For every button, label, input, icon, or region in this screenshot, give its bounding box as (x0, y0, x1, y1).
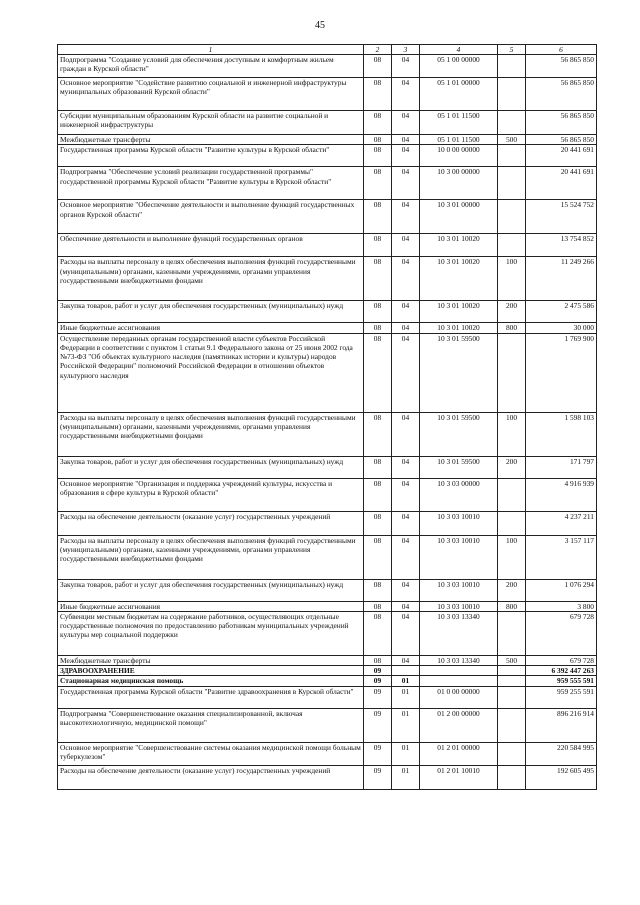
row-target-article-cell: 10 3 03 10010 (420, 511, 498, 535)
table-row (58, 257, 597, 301)
row-target-article-cell: 10 3 01 10020 (420, 257, 498, 301)
row-expense-type-cell: 200 (498, 301, 526, 323)
row-amount-cell: 56 865 850 (526, 135, 597, 145)
row-name-cell: Основное мероприятие "Содействие развитию социальной и инженерной инфраструктуры муниципальных образований Курской области" (58, 78, 364, 111)
row-subsection-cell: 04 (392, 145, 420, 167)
table-row (58, 412, 597, 456)
row-expense-type-cell (498, 145, 526, 167)
table-row (58, 200, 597, 234)
header-col-1: 1 (58, 45, 364, 55)
row-subsection-cell: 04 (392, 511, 420, 535)
table-row (58, 111, 597, 135)
table-row (58, 234, 597, 257)
row-expense-type-cell: 200 (498, 456, 526, 478)
table-header (58, 45, 597, 55)
row-name-cell: Расходы на выплаты персоналу в целях обеспечения выполнения функций государственными (муниципальными) органами, казенными учреждениями, органами управления государственными внебюджетными фондами (58, 412, 364, 456)
row-expense-type-cell: 500 (498, 135, 526, 145)
row-subsection-cell: 04 (392, 200, 420, 234)
row-section-cell: 08 (364, 200, 392, 234)
row-expense-type-cell: 800 (498, 601, 526, 611)
row-name-cell: Субсидии муниципальным образованиям Курской области на развитие социальной и инженерной инфраструктуры (58, 111, 364, 135)
row-subsection-cell: 04 (392, 478, 420, 511)
row-name-cell: Расходы на обеспечение деятельности (оказание услуг) государственных учреждений (58, 511, 364, 535)
row-target-article-cell: 10 3 01 00000 (420, 200, 498, 234)
row-expense-type-cell (498, 666, 526, 676)
row-expense-type-cell (498, 478, 526, 511)
table-row (58, 655, 597, 665)
row-target-article-cell: 10 3 03 13340 (420, 611, 498, 655)
row-subsection-cell: 01 (392, 765, 420, 789)
table-row (58, 167, 597, 200)
row-name-cell: Закупка товаров, работ и услуг для обеспечения государственных (муниципальных) нужд (58, 456, 364, 478)
row-amount-cell: 6 392 447 263 (526, 666, 597, 676)
row-amount-cell: 4 916 939 (526, 478, 597, 511)
row-expense-type-cell (498, 686, 526, 708)
row-section-cell: 09 (364, 742, 392, 765)
row-target-article-cell: 10 3 01 59500 (420, 412, 498, 456)
row-subsection-cell: 01 (392, 708, 420, 742)
table-row (58, 765, 597, 789)
row-name-cell: Межбюджетные трансферты (58, 135, 364, 145)
page-number: 45 (315, 20, 325, 31)
row-subsection-cell: 04 (392, 456, 420, 478)
row-amount-cell: 896 216 914 (526, 708, 597, 742)
row-amount-cell: 2 475 586 (526, 301, 597, 323)
row-name-cell: Основное мероприятие "Организация и поддержка учреждений культуры, искусства и образования в сфере культуры в Курской области" (58, 478, 364, 511)
table-row (58, 323, 597, 333)
row-section-cell: 08 (364, 511, 392, 535)
table-row (58, 666, 597, 676)
row-amount-cell: 1 769 900 (526, 333, 597, 412)
row-target-article-cell: 10 3 01 10020 (420, 301, 498, 323)
row-target-article-cell (420, 666, 498, 676)
table-row (58, 478, 597, 511)
row-target-article-cell: 10 3 00 00000 (420, 167, 498, 200)
table-row (58, 511, 597, 535)
table-row (58, 333, 597, 412)
row-subsection-cell: 04 (392, 257, 420, 301)
row-target-article-cell (420, 676, 498, 686)
row-subsection-cell: 04 (392, 55, 420, 78)
table-row (58, 611, 597, 655)
row-section-cell: 09 (364, 666, 392, 676)
row-expense-type-cell: 100 (498, 257, 526, 301)
row-name-cell: Иные бюджетные ассигнования (58, 601, 364, 611)
row-expense-type-cell (498, 676, 526, 686)
table-row (58, 601, 597, 611)
row-amount-cell: 220 584 995 (526, 742, 597, 765)
row-expense-type-cell: 200 (498, 579, 526, 601)
table-row (58, 579, 597, 601)
row-expense-type-cell (498, 55, 526, 78)
row-expense-type-cell (498, 111, 526, 135)
row-name-cell: ЗДРАВООХРАНЕНИЕ (58, 666, 364, 676)
row-section-cell: 08 (364, 167, 392, 200)
row-name-cell: Межбюджетные трансферты (58, 655, 364, 665)
row-target-article-cell: 10 3 03 10010 (420, 579, 498, 601)
row-target-article-cell: 01 0 00 00000 (420, 686, 498, 708)
row-subsection-cell: 04 (392, 301, 420, 323)
budget-table (57, 44, 597, 790)
row-subsection-cell: 04 (392, 234, 420, 257)
row-subsection-cell: 04 (392, 611, 420, 655)
row-subsection-cell: 04 (392, 78, 420, 111)
row-target-article-cell: 05 1 01 00000 (420, 78, 498, 111)
row-section-cell: 08 (364, 412, 392, 456)
row-section-cell: 08 (364, 145, 392, 167)
row-target-article-cell: 10 3 01 10020 (420, 323, 498, 333)
row-subsection-cell: 04 (392, 535, 420, 579)
row-amount-cell: 56 865 850 (526, 111, 597, 135)
table-row (58, 135, 597, 145)
row-target-article-cell: 01 2 00 00000 (420, 708, 498, 742)
row-expense-type-cell (498, 611, 526, 655)
row-expense-type-cell: 800 (498, 323, 526, 333)
row-name-cell: Подпрограмма "Совершенствование оказания специализированной, включая высокотехнологичную, медицинской помощи" (58, 708, 364, 742)
row-target-article-cell: 01 2 01 10010 (420, 765, 498, 789)
header-col-3: 3 (392, 45, 420, 55)
row-section-cell: 08 (364, 78, 392, 111)
row-amount-cell: 4 237 211 (526, 511, 597, 535)
row-section-cell: 08 (364, 135, 392, 145)
row-section-cell: 08 (364, 611, 392, 655)
row-name-cell: Закупка товаров, работ и услуг для обеспечения государственных (муниципальных) нужд (58, 579, 364, 601)
row-amount-cell: 20 441 691 (526, 167, 597, 200)
row-target-article-cell: 05 1 01 11500 (420, 111, 498, 135)
row-subsection-cell: 01 (392, 742, 420, 765)
row-name-cell: Расходы на обеспечение деятельности (оказание услуг) государственных учреждений (58, 765, 364, 789)
row-expense-type-cell (498, 167, 526, 200)
row-name-cell: Обеспечение деятельности и выполнение функций государственных органов (58, 234, 364, 257)
row-expense-type-cell (498, 333, 526, 412)
row-subsection-cell: 04 (392, 111, 420, 135)
row-name-cell: Подпрограмма "Обеспечение условий реализации государственной программы" государственной программы Курской области "Развитие культуры в Курской области" (58, 167, 364, 200)
row-amount-cell: 1 598 103 (526, 412, 597, 456)
row-subsection-cell (392, 666, 420, 676)
row-subsection-cell: 04 (392, 579, 420, 601)
row-amount-cell: 3 800 (526, 601, 597, 611)
table-row (58, 742, 597, 765)
row-amount-cell: 13 754 852 (526, 234, 597, 257)
row-amount-cell: 171 797 (526, 456, 597, 478)
row-name-cell: Основное мероприятие "Совершенствование системы оказания медицинской помощи больным туберкулезом" (58, 742, 364, 765)
header-col-2: 2 (364, 45, 392, 55)
row-subsection-cell: 04 (392, 333, 420, 412)
row-target-article-cell: 10 3 03 00000 (420, 478, 498, 511)
table-row (58, 535, 597, 579)
row-section-cell: 08 (364, 333, 392, 412)
table-body (58, 55, 597, 790)
row-section-cell: 08 (364, 301, 392, 323)
row-target-article-cell: 05 1 00 00000 (420, 55, 498, 78)
table-row (58, 708, 597, 742)
row-expense-type-cell (498, 742, 526, 765)
row-expense-type-cell: 100 (498, 535, 526, 579)
header-col-4: 4 (420, 45, 498, 55)
row-target-article-cell: 05 1 01 11500 (420, 135, 498, 145)
row-subsection-cell: 01 (392, 676, 420, 686)
row-section-cell: 08 (364, 111, 392, 135)
row-name-cell: Закупка товаров, работ и услуг для обеспечения государственных (муниципальных) нужд (58, 301, 364, 323)
row-expense-type-cell (498, 78, 526, 111)
table-row (58, 78, 597, 111)
row-section-cell: 08 (364, 601, 392, 611)
row-expense-type-cell (498, 708, 526, 742)
row-target-article-cell: 10 3 03 13340 (420, 655, 498, 665)
table-row (58, 686, 597, 708)
row-expense-type-cell (498, 511, 526, 535)
row-amount-cell: 959 255 591 (526, 686, 597, 708)
row-amount-cell: 959 555 591 (526, 676, 597, 686)
row-expense-type-cell: 500 (498, 655, 526, 665)
table-row (58, 145, 597, 167)
row-expense-type-cell (498, 765, 526, 789)
header-row (58, 45, 597, 55)
row-name-cell: Расходы на выплаты персоналу в целях обеспечения выполнения функций государственными (муниципальными) органами, казенными учреждениями, органами управления государственными внебюджетными фондами (58, 257, 364, 301)
table-row (58, 676, 597, 686)
row-section-cell: 08 (364, 579, 392, 601)
row-name-cell: Подпрограмма "Создание условий для обеспечения доступным и комфортным жильем граждан в Курской области" (58, 55, 364, 78)
row-amount-cell: 56 865 850 (526, 55, 597, 78)
row-name-cell: Основное мероприятие "Обеспечение деятельности и выполнение функций государственных органов Курской области" (58, 200, 364, 234)
row-name-cell: Субвенции местным бюджетам на содержание работников, осуществляющих отдельные государственные полномочия по предоставлению работникам муниципальных учреждений культуры мер социальной поддержки (58, 611, 364, 655)
row-target-article-cell: 01 2 01 00000 (420, 742, 498, 765)
row-amount-cell: 192 605 495 (526, 765, 597, 789)
row-amount-cell: 11 249 266 (526, 257, 597, 301)
row-subsection-cell: 01 (392, 686, 420, 708)
row-target-article-cell: 10 3 01 59500 (420, 333, 498, 412)
row-expense-type-cell: 100 (498, 412, 526, 456)
row-subsection-cell: 04 (392, 601, 420, 611)
row-section-cell: 08 (364, 55, 392, 78)
row-name-cell: Осуществление переданных органам государственной власти субъектов Российской Федерации в соответствии с пунктом 1 статьи 9.1 Федерального закона от 25 июня 2002 года №73-ФЗ "Об объектах культурного наследия (памятниках истории и культуры) народов Российской Федерации" полномочий Российской Федерации в отношении объектов культурного наследия (58, 333, 364, 412)
row-expense-type-cell (498, 234, 526, 257)
row-section-cell: 08 (364, 257, 392, 301)
row-amount-cell: 15 524 752 (526, 200, 597, 234)
row-target-article-cell: 10 0 00 00000 (420, 145, 498, 167)
row-target-article-cell: 10 3 03 10010 (420, 601, 498, 611)
row-target-article-cell: 10 3 03 10010 (420, 535, 498, 579)
row-section-cell: 08 (364, 535, 392, 579)
row-amount-cell: 679 728 (526, 655, 597, 665)
row-section-cell: 08 (364, 323, 392, 333)
row-name-cell: Расходы на выплаты персоналу в целях обеспечения выполнения функций государственными (муниципальными) органами, казенными учреждениями, органами управления государственными внебюджетными фондами (58, 535, 364, 579)
row-amount-cell: 1 076 294 (526, 579, 597, 601)
row-amount-cell: 20 441 691 (526, 145, 597, 167)
row-section-cell: 08 (364, 234, 392, 257)
table-row (58, 55, 597, 78)
row-section-cell: 08 (364, 655, 392, 665)
row-amount-cell: 679 728 (526, 611, 597, 655)
row-section-cell: 08 (364, 456, 392, 478)
header-col-5: 5 (498, 45, 526, 55)
row-target-article-cell: 10 3 01 59500 (420, 456, 498, 478)
row-section-cell: 09 (364, 765, 392, 789)
row-section-cell: 09 (364, 708, 392, 742)
row-section-cell: 08 (364, 478, 392, 511)
row-subsection-cell: 04 (392, 412, 420, 456)
row-expense-type-cell (498, 200, 526, 234)
row-subsection-cell: 04 (392, 323, 420, 333)
row-subsection-cell: 04 (392, 167, 420, 200)
row-amount-cell: 3 157 117 (526, 535, 597, 579)
row-section-cell: 09 (364, 686, 392, 708)
row-name-cell: Иные бюджетные ассигнования (58, 323, 364, 333)
row-amount-cell: 30 000 (526, 323, 597, 333)
header-col-6: 6 (526, 45, 597, 55)
row-subsection-cell: 04 (392, 655, 420, 665)
row-name-cell: Государственная программа Курской области "Развитие здравоохранения в Курской области" (58, 686, 364, 708)
row-subsection-cell: 04 (392, 135, 420, 145)
row-name-cell: Государственная программа Курской области "Развитие культуры в Курской области" (58, 145, 364, 167)
table-row (58, 456, 597, 478)
table-row (58, 301, 597, 323)
row-section-cell: 09 (364, 676, 392, 686)
row-name-cell: Стационарная медицинская помощь (58, 676, 364, 686)
row-target-article-cell: 10 3 01 10020 (420, 234, 498, 257)
row-amount-cell: 56 865 850 (526, 78, 597, 111)
